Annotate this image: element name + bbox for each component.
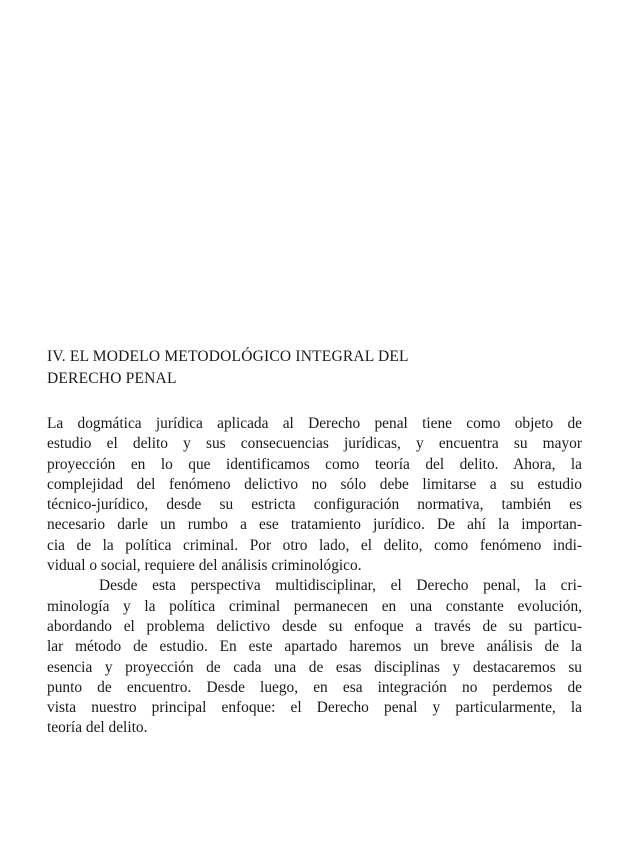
section-heading <box>47 346 587 390</box>
body-text <box>47 414 582 739</box>
paragraph-line: teoría del delito. <box>47 719 148 737</box>
paragraph-line: esencia y proyección de cada una de esas disciplinas y destacaremos su <box>47 658 582 676</box>
paragraph-2 <box>47 576 582 738</box>
paragraph-line: cia de la política criminal. Por otro lado, el delito, como fenómeno indi- <box>47 536 582 554</box>
section-heading-line: IV. EL MODELO METODOLÓGICO INTEGRAL DEL <box>47 348 409 365</box>
paragraph-line: La dogmática jurídica aplicada al Derecho penal tiene como objeto de <box>47 415 582 432</box>
paragraph-line: vista nuestro principal enfoque: el Derecho penal y particularmente, la <box>47 699 582 717</box>
paragraph-line: complejidad del fenómeno delictivo no sólo debe limitarse a su estudio <box>47 475 582 493</box>
paragraph-line: lar método de estudio. En este apartado haremos un breve análisis de la <box>47 638 582 656</box>
paragraph-line: punto de encuentro. Desde luego, en esa integración no perdemos de <box>47 678 582 696</box>
paragraph-1 <box>47 414 582 576</box>
paragraph-line: proyección en lo que identificamos como teoría del delito. Ahora, la <box>47 455 582 473</box>
paragraph-line: Desde esta perspectiva multidisciplinar, el Derecho penal, la cri- <box>99 577 582 595</box>
paragraph-line: vidual o social, requiere del análisis criminológico. <box>47 557 362 575</box>
paragraph-line: necesario darle un rumbo a ese tratamiento jurídico. De ahí la importan- <box>47 516 582 534</box>
paragraph-line: estudio el delito y sus consecuencias jurídicas, y encuentra su mayor <box>47 435 582 453</box>
paragraph-line: técnico-jurídico, desde su estricta configuración normativa, también es <box>47 496 582 514</box>
paragraph-line: minología y la política criminal permanecen en una constante evolución, <box>47 597 582 615</box>
section-heading-line: DERECHO PENAL <box>47 370 177 387</box>
paragraph-line: abordando el problema delictivo desde su enfoque a través de su particu- <box>47 617 582 635</box>
